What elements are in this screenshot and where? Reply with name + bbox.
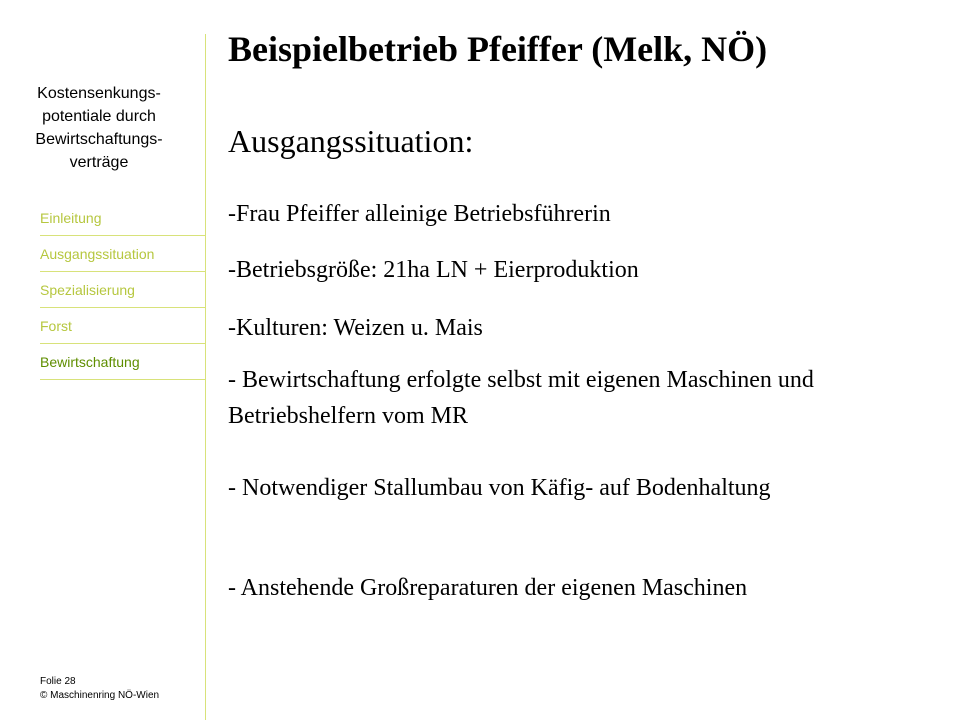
sidebar-title-line: potentiale durch (42, 108, 156, 125)
copyright: © Maschinenring NÖ-Wien (40, 690, 160, 701)
sidebar-nav (40, 200, 206, 380)
nav-item-bewirtschaftung[interactable]: Bewirtschaftung (40, 344, 206, 380)
section-subtitle: Ausgangssituation: (228, 123, 474, 159)
nav-item-forst[interactable]: Forst (40, 308, 206, 344)
sidebar-title-line: Bewirtschaftungs- (35, 131, 163, 148)
footer (40, 675, 159, 703)
sidebar-title-line: Kostensenkungs- (37, 85, 161, 102)
bullet-list (228, 196, 940, 606)
sidebar-title-line: verträge (69, 154, 129, 171)
bullet-item: -Kulturen: Weizen u. Mais (228, 315, 483, 341)
slide-number: Folie 28 (40, 676, 76, 687)
page-title: Beispielbetrieb Pfeiffer (Melk, NÖ) (228, 29, 768, 69)
bullet-item: - Anstehende Großreparaturen der eigenen Maschinen (228, 575, 748, 601)
bullet-item: - Notwendiger Stallumbau von Käfig- auf Bodenhaltung (228, 475, 771, 501)
bullet-item: -Betriebsgröße: 21ha LN + Eierproduktion (228, 257, 639, 283)
bullet-item: -Frau Pfeiffer alleinige Betriebsführerin (228, 201, 611, 227)
nav-item-einleitung[interactable]: Einleitung (40, 200, 206, 236)
sidebar-title (0, 82, 198, 174)
nav-item-spezialisierung[interactable]: Spezialisierung (40, 272, 206, 308)
bullet-item: - Bewirtschaftung erfolgte selbst mit eigenen Maschinen und Betriebshelfern vom MR (228, 367, 814, 429)
nav-item-ausgangssituation[interactable]: Ausgangssituation (40, 236, 206, 272)
